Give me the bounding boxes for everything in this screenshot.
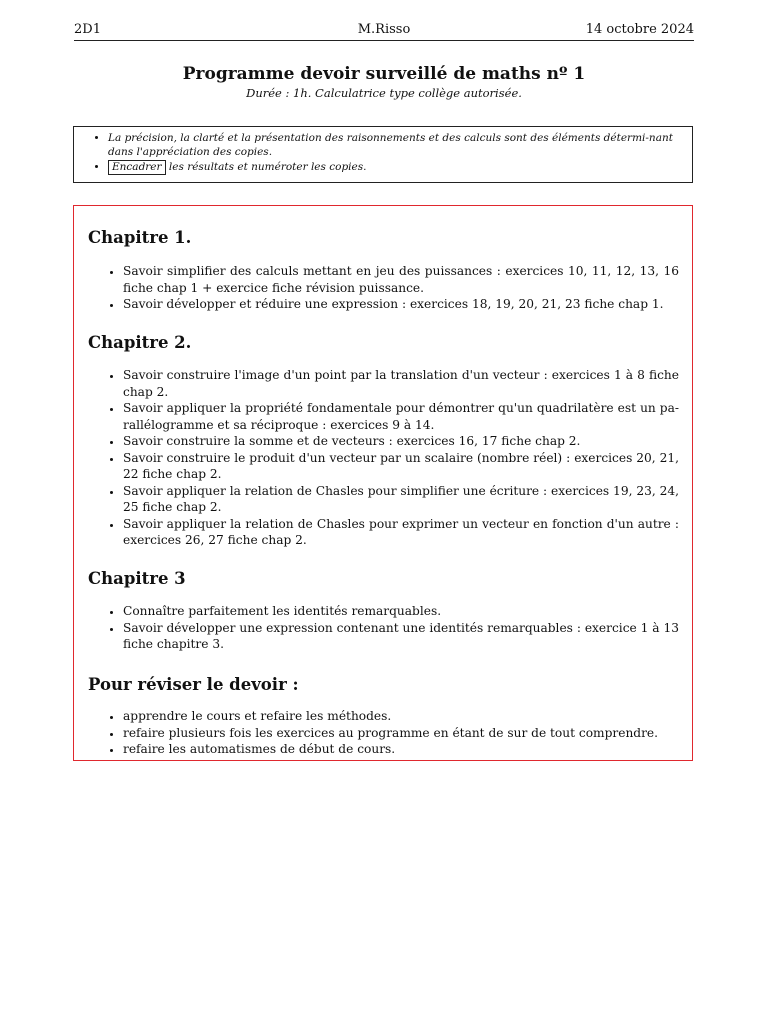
instruction-item <box>108 131 682 159</box>
boxed-word: Encadrer <box>108 160 166 175</box>
list-item: • Savoir appliquer la propriété fondamentale pour démontrer qu'un quadrilatère est un pa-rallélogramme et sa réciproque : exercices 9 à 14. <box>123 400 679 433</box>
document-title: Programme devoir surveillé de maths nº 1 <box>182 64 586 84</box>
list-item: • Connaître parfaitement les identités remarquables. <box>123 603 679 620</box>
instructions-box <box>73 126 693 183</box>
list-item: • Savoir simplifier des calculs mettant en jeu des puissances : exercices 10, 11, 12, 13, 16 fiche chap 1 + exercice fiche révision puissance. <box>123 263 679 296</box>
list-item: • apprendre le cours et refaire les méthodes. <box>123 708 679 725</box>
list-item: • refaire plusieurs fois les exercices au programme en étant de sur de tout comprendre. <box>123 725 679 742</box>
header-teacher: M.Risso <box>357 22 411 37</box>
list-item: • Savoir appliquer la relation de Chasles pour exprimer un vecteur en fonction d'un autre : exercices 26, 27 fiche chap 2. <box>123 516 679 549</box>
instruction-item <box>108 160 682 175</box>
section-title-reviser: Pour réviser le devoir : <box>88 675 299 694</box>
section-list-chapitre-3 <box>108 603 679 653</box>
section-title-chapitre-2: Chapitre 2. <box>88 333 192 352</box>
instruction-text: les résultats et numéroter les copies. <box>168 161 367 173</box>
list-item: • refaire les automatismes de début de cours. <box>123 741 679 758</box>
instruction-text: La précision, la clarté et la présentation des raisonnements et des calculs sont des éléments détermi-nant dans l'appréciation des copies. <box>108 132 673 158</box>
list-item: • Savoir développer et réduire une expression : exercices 18, 19, 20, 21, 23 fiche chap 1. <box>123 296 679 313</box>
section-list-chapitre-1 <box>108 263 679 313</box>
section-list-chapitre-2 <box>108 367 679 549</box>
header-class: 2D1 <box>74 22 101 37</box>
list-item: • Savoir appliquer la relation de Chasles pour simplifier une écriture : exercices 19, 23, 24, 25 fiche chap 2. <box>123 483 679 516</box>
list-item: • Savoir construire l'image d'un point par la translation d'un vecteur : exercices 1 à 8 fiche chap 2. <box>123 367 679 400</box>
section-list-reviser <box>108 708 679 758</box>
program-frame <box>73 205 693 761</box>
list-item: • Savoir construire la somme et de vecteurs : exercices 16, 17 fiche chap 2. <box>123 433 679 450</box>
header-date: 14 octobre 2024 <box>585 22 694 37</box>
list-item: • Savoir développer une expression contenant une identités remarquables : exercice 1 à 13 fiche chapitre 3. <box>123 620 679 653</box>
instructions-list <box>108 131 682 175</box>
list-item: • Savoir construire le produit d'un vecteur par un scalaire (nombre réel) : exercices 20, 21, 22 fiche chap 2. <box>123 450 679 483</box>
section-title-chapitre-3: Chapitre 3 <box>88 569 186 588</box>
page-header <box>74 22 694 41</box>
document-subtitle: Durée : 1h. Calculatrice type collège autorisée. <box>246 86 522 100</box>
section-title-chapitre-1: Chapitre 1. <box>88 228 192 247</box>
